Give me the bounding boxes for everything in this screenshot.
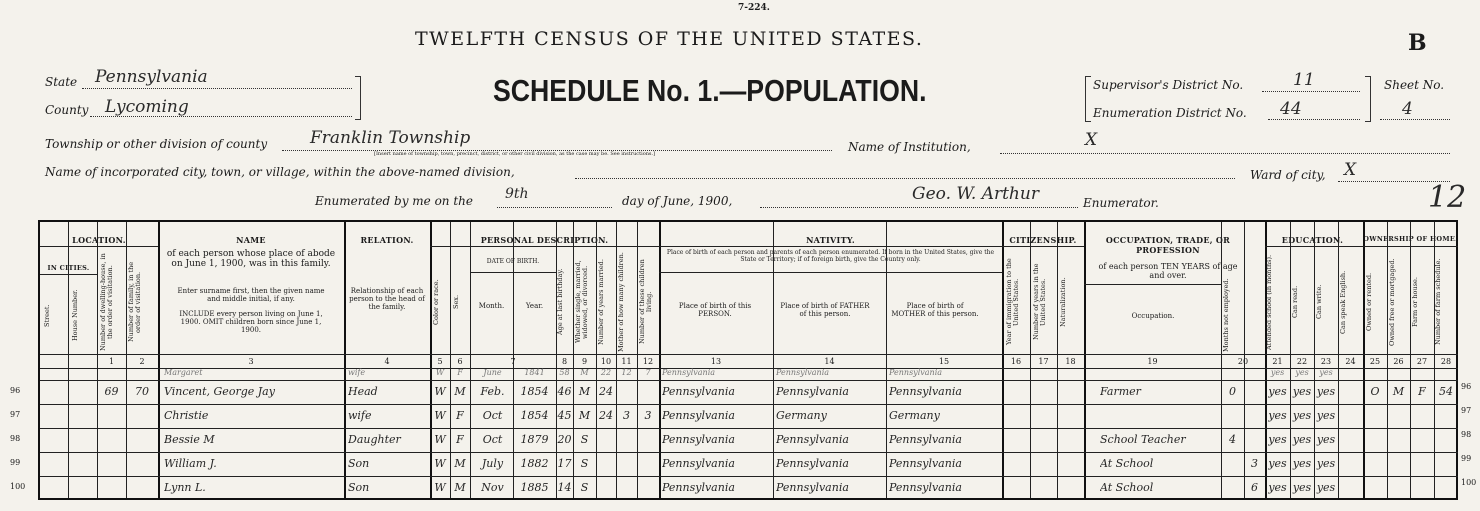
hdr-education: EDUCATION. — [1281, 235, 1344, 245]
cell-read: yes — [1268, 385, 1287, 398]
hdr-year: Year. — [525, 302, 544, 310]
cell-mother_birth: Germany — [889, 409, 940, 422]
cell-color: W — [434, 409, 446, 422]
cell-months: 4 — [1229, 433, 1236, 446]
column-number: 6 — [457, 357, 463, 366]
cell-mother_birth: Pennsylvania — [889, 385, 962, 398]
column-number: 10 — [600, 357, 612, 366]
cell-color: W — [435, 368, 445, 377]
column-number: 5 — [437, 357, 443, 366]
grid-hline — [470, 272, 556, 273]
vh-can-read: Can read. — [1291, 285, 1299, 319]
column-number: 20 — [1237, 357, 1249, 366]
cell-family: 70 — [135, 385, 149, 398]
cell-marital: S — [580, 433, 589, 446]
column-number: 19 — [1147, 357, 1158, 366]
township-value: Franklin Township — [310, 128, 471, 148]
cell-birth: Pennsylvania — [662, 385, 735, 398]
vh-owned-rented: Owned or rented. — [1365, 272, 1373, 332]
cell-birth: Pennsylvania — [662, 481, 735, 494]
vh-house: House Number. — [71, 289, 79, 342]
cell-year: 1879 — [520, 433, 549, 446]
grid-hline — [40, 428, 1458, 429]
township-label: Township or other division of county — [45, 137, 268, 151]
sheet-label: Sheet No. — [1384, 78, 1445, 92]
cell-years_married: 24 — [599, 385, 613, 398]
vh-street: Street. — [43, 304, 51, 327]
census-heading: TWELFTH CENSUS OF THE UNITED STATES. — [415, 28, 924, 50]
hdr-ownership: OWNERSHIP OF HOME. — [1363, 235, 1458, 243]
hdr-month: Month. — [478, 302, 505, 310]
ward-value: X — [1344, 160, 1357, 180]
cell-living: 7 — [645, 368, 651, 377]
day-value: 9th — [505, 186, 529, 202]
column-number: 9 — [581, 357, 588, 366]
row-number-left: 99 — [10, 458, 21, 467]
hdr-birth-father: Place of birth of FATHER of this person. — [780, 302, 870, 318]
column-number: 7 — [510, 357, 516, 366]
cell-read: yes — [1268, 433, 1287, 446]
enumerator-line — [760, 207, 1078, 208]
cell-mother_birth: Pennsylvania — [889, 457, 962, 470]
cell-name: Vincent, George Jay — [164, 385, 275, 398]
cell-month: Oct — [482, 433, 503, 446]
enumerated-label: Enumerated by me on the — [315, 194, 473, 208]
cell-relation: Head — [348, 385, 378, 398]
cell-father: Pennsylvania — [776, 368, 830, 377]
state-county-brace — [355, 76, 361, 120]
cell-relation: wife — [348, 409, 372, 422]
row-number-left: 96 — [10, 386, 21, 395]
cell-father: Pennsylvania — [776, 457, 849, 470]
cell-relation: Daughter — [348, 433, 401, 446]
grid-hline — [659, 272, 1002, 273]
hdr-birth-person: Place of birth of this PERSON. — [678, 302, 752, 318]
column-number: 1 — [108, 357, 115, 366]
cell-age: 45 — [557, 409, 572, 422]
cell-marital: M — [578, 385, 591, 398]
vh-can-write: Can write. — [1315, 284, 1323, 320]
enumerated-mid-label: day of June, 1900, — [622, 194, 733, 208]
grid-hline — [1265, 246, 1363, 247]
cell-father: Pennsylvania — [776, 481, 849, 494]
cell-year: 1882 — [520, 457, 549, 470]
enumeration-line — [1268, 119, 1360, 120]
column-number: 12 — [642, 357, 654, 366]
cell-occupation: School Teacher — [1100, 433, 1186, 446]
cell-father: Germany — [776, 409, 827, 422]
grid-hline — [40, 274, 97, 275]
cell-sex: F — [456, 409, 464, 422]
column-number: 14 — [824, 357, 835, 366]
cell-marital: S — [580, 457, 589, 470]
cell-color: W — [434, 433, 446, 446]
grid-hline — [1002, 246, 1084, 247]
cell-free: M — [1392, 385, 1405, 398]
cell-speak: yes — [1316, 385, 1336, 398]
column-number: 24 — [1345, 357, 1356, 366]
hdr-date-birth: DATE OF BIRTH. — [486, 258, 540, 265]
cell-sex: M — [454, 457, 466, 470]
cell-marital: M — [580, 368, 589, 377]
cell-color: W — [434, 457, 446, 470]
ward-label: Ward of city, — [1250, 168, 1326, 182]
township-note: [Insert name of township, town, precinct, district, or other civil division, as the case may be. See instructions.] — [374, 151, 656, 157]
cell-mother_birth: Pennsylvania — [889, 433, 962, 446]
cell-birth: Pennsylvania — [662, 457, 735, 470]
institution-line — [1000, 153, 1450, 154]
enumerator-name: Geo. W. Arthur — [912, 184, 1039, 204]
row-number-left: 100 — [10, 482, 26, 491]
vh-dwelling: Number of dwelling-house, in the order of visitation. — [99, 253, 114, 351]
cell-mother: 3 — [623, 409, 630, 422]
cell-relation: Son — [348, 457, 370, 470]
form-number: 7-224. — [738, 3, 770, 13]
vh-years-married: Number of years married. — [597, 259, 605, 345]
cell-months: 0 — [1229, 385, 1236, 398]
cell-month: Oct — [482, 409, 503, 422]
vh-months-not-employed: Months not employed. — [1222, 278, 1230, 353]
margin-number: 12 — [1428, 180, 1467, 215]
cell-name: Christie — [164, 409, 209, 422]
cell-color: W — [434, 481, 446, 494]
column-number: 16 — [1010, 357, 1022, 366]
cell-color: W — [434, 385, 446, 398]
cell-sex: M — [454, 385, 466, 398]
vh-farm-schedule: Number of farm schedule. — [1434, 258, 1442, 346]
cell-marital: M — [578, 409, 591, 422]
supervisor-value: 11 — [1293, 70, 1315, 90]
institution-value: X — [1085, 130, 1098, 150]
cell-sched: 54 — [1439, 385, 1453, 398]
vh-children-living: Number of these children living. — [638, 259, 653, 345]
cell-occupation: Farmer — [1100, 385, 1141, 398]
county-value: Lycoming — [105, 97, 189, 117]
vh-can-speak: Can speak English. — [1339, 270, 1347, 334]
institution-label: Name of Institution, — [848, 140, 971, 154]
hdr-name-desc: of each person whose place of abode on June 1, 1900, was in this family. — [166, 249, 336, 269]
hdr-in-cities: IN CITIES. — [47, 264, 90, 272]
cell-age: 46 — [557, 385, 572, 398]
column-number: 4 — [384, 357, 390, 366]
column-number: 13 — [710, 357, 722, 366]
cell-dwelling: 69 — [104, 385, 119, 398]
column-number: 23 — [1320, 357, 1332, 366]
hdr-relation-desc: Relationship of each person to the head of the family. — [349, 287, 425, 311]
column-number: 11 — [621, 357, 632, 366]
column-number: 28 — [1440, 357, 1452, 366]
hdr-birth-mother: Place of birth of MOTHER of this person. — [891, 302, 979, 318]
grid-hline — [659, 246, 1002, 247]
cell-age: 58 — [559, 368, 570, 377]
cell-birth: Pennsylvania — [662, 409, 735, 422]
cell-speak: yes — [1316, 409, 1336, 422]
cell-name: Margaret — [164, 368, 203, 377]
column-number: 21 — [1272, 357, 1283, 366]
cell-year: 1841 — [524, 368, 545, 377]
sheet-line — [1380, 119, 1450, 120]
vh-color: Color or race. — [432, 279, 440, 325]
cell-father: Pennsylvania — [776, 385, 849, 398]
vh-mother-of: Mother of how many children. — [617, 252, 625, 352]
schedule-title: SCHEDULE No. 1.—POPULATION. — [493, 73, 927, 108]
column-number: 26 — [1393, 357, 1404, 366]
vh-family: Number of family, in the order of visitation. — [127, 261, 142, 343]
row-number-right: 99 — [1461, 454, 1472, 463]
cell-name: Bessie M — [164, 433, 215, 446]
cell-write: yes — [1292, 481, 1312, 494]
grid-hline — [40, 476, 1458, 477]
hdr-name-note2: INCLUDE every person living on June 1, 1900. OMIT children born since June 1, 1900. — [179, 310, 323, 334]
cell-speak: yes — [1316, 433, 1336, 446]
state-label: State — [45, 75, 78, 89]
cell-occupation: At School — [1100, 457, 1154, 470]
cell-read: yes — [1268, 481, 1287, 494]
cell-school: 6 — [1251, 481, 1258, 494]
cell-years_married: 24 — [599, 409, 613, 422]
cell-mother_birth: Pennsylvania — [889, 481, 962, 494]
cell-write: yes — [1292, 457, 1312, 470]
cell-sex: F — [456, 433, 464, 446]
district-brace-left — [1085, 76, 1091, 122]
cell-marital: S — [580, 481, 589, 494]
cell-relation: wife — [348, 368, 366, 377]
cell-month: Feb. — [480, 385, 505, 398]
hdr-occupation: OCCUPATION, TRADE, OR PROFESSION — [1105, 235, 1231, 255]
enumeration-value: 44 — [1280, 99, 1302, 119]
row-number-right: 98 — [1461, 430, 1472, 439]
supervisor-label: Supervisor's District No. — [1093, 78, 1244, 92]
cell-month: June — [483, 368, 502, 377]
cell-mother: 12 — [621, 368, 632, 377]
sheet-letter: B — [1408, 30, 1427, 56]
enumerator-label: Enumerator. — [1083, 196, 1159, 210]
vh-owned-free: Owned free or mortgaged. — [1388, 258, 1396, 346]
cell-years_married: 22 — [600, 368, 612, 377]
column-number: 25 — [1369, 357, 1381, 366]
county-label: County — [45, 103, 89, 117]
column-number: 27 — [1416, 357, 1428, 366]
cell-age: 14 — [557, 481, 572, 494]
cell-year: 1885 — [520, 481, 549, 494]
cell-write: yes — [1295, 368, 1309, 377]
vh-attended-school: Attended school (in months). — [1265, 254, 1273, 350]
hdr-personal: PERSONAL DESCRIPTION. — [480, 235, 609, 245]
cell-mother_birth: Pennsylvania — [889, 368, 943, 377]
vh-immigration: Year of immigration to the United States. — [1005, 258, 1020, 346]
cell-read: yes — [1268, 409, 1287, 422]
cell-month: July — [481, 457, 504, 470]
vh-age: Age at last birthday. — [556, 268, 564, 336]
district-brace-right — [1365, 76, 1371, 122]
cell-write: yes — [1292, 409, 1312, 422]
cell-write: yes — [1292, 433, 1312, 446]
cell-read: yes — [1270, 368, 1285, 377]
cell-write: yes — [1292, 385, 1312, 398]
hdr-occupation-col: Occupation. — [1131, 312, 1175, 320]
supervisor-line — [1262, 91, 1360, 92]
cell-birth: Pennsylvania — [662, 368, 716, 377]
vh-naturalization: Naturalization. — [1059, 277, 1067, 327]
hdr-occupation-desc: of each person TEN YEARS of age and over. — [1098, 262, 1238, 280]
cell-living: 3 — [644, 409, 652, 422]
cell-year: 1854 — [520, 409, 549, 422]
cell-sex: M — [454, 481, 466, 494]
column-number: 22 — [1296, 357, 1308, 366]
cell-farm: F — [1418, 385, 1426, 398]
cell-birth: Pennsylvania — [662, 433, 735, 446]
cell-occupation: At School — [1100, 481, 1154, 494]
cell-name: William J. — [164, 457, 217, 470]
column-number: 2 — [139, 357, 145, 366]
row-number-right: 96 — [1461, 382, 1472, 391]
hdr-location: LOCATION. — [72, 235, 126, 245]
hdr-name-note: Enter surname first, then the given name and middle initial, if any. — [177, 287, 325, 303]
column-number: 15 — [938, 357, 950, 366]
grid-hline — [40, 354, 1458, 355]
hdr-citizenship: CITIZENSHIP. — [1009, 235, 1077, 245]
grid-vline — [68, 222, 69, 498]
cell-school: 3 — [1251, 457, 1258, 470]
hdr-nativity-desc: Place of birth of each person and parents of each person enumerated. If born in the United States, give the State or Territory; if of foreign birth, give the Country only. — [666, 249, 995, 263]
sheet-value: 4 — [1402, 99, 1413, 119]
grid-hline — [430, 246, 659, 247]
grid-hline — [40, 404, 1458, 405]
vh-farm-house: Farm or house. — [1411, 277, 1419, 327]
grid-hline — [1084, 284, 1221, 285]
hdr-relation: RELATION. — [360, 235, 414, 245]
cell-year: 1854 — [520, 385, 549, 398]
column-number: 8 — [561, 357, 568, 366]
cell-read: yes — [1268, 457, 1287, 470]
cell-month: Nov — [481, 481, 504, 494]
cell-father: Pennsylvania — [776, 433, 849, 446]
state-value: Pennsylvania — [95, 67, 208, 87]
cell-speak: yes — [1319, 368, 1333, 377]
hdr-name: NAME — [236, 235, 266, 245]
enumeration-label: Enumeration District No. — [1093, 106, 1247, 120]
grid-hline — [1363, 246, 1458, 247]
day-line — [497, 207, 612, 208]
population-grid — [38, 220, 1458, 500]
cell-sex: F — [457, 368, 463, 377]
cell-name: Lynn L. — [164, 481, 206, 494]
cell-age: 17 — [557, 457, 572, 470]
grid-hline — [40, 380, 1458, 381]
row-number-left: 98 — [10, 434, 21, 443]
incorporated-label: Name of incorporated city, town, or village, within the above-named division, — [45, 165, 515, 179]
grid-hline — [40, 452, 1458, 453]
cell-relation: Son — [348, 481, 370, 494]
cell-speak: yes — [1316, 481, 1336, 494]
row-number-right: 97 — [1461, 406, 1472, 415]
cell-speak: yes — [1316, 457, 1336, 470]
column-number: 17 — [1038, 357, 1049, 366]
grid-hline — [40, 246, 158, 247]
state-line — [82, 88, 352, 89]
vh-marital: Whether single, married, widowed, or divorced. — [574, 260, 589, 344]
cell-own: O — [1370, 385, 1380, 398]
cell-age: 20 — [557, 433, 572, 446]
vh-years-us: Number of years in the United States. — [1032, 263, 1047, 341]
row-number-left: 97 — [10, 410, 21, 419]
column-number: 18 — [1065, 357, 1076, 366]
vh-sex: Sex. — [452, 294, 460, 310]
hdr-nativity: NATIVITY. — [806, 235, 855, 245]
column-number: 3 — [248, 357, 254, 366]
row-number-right: 100 — [1461, 478, 1477, 487]
incorporated-line — [575, 178, 1235, 179]
